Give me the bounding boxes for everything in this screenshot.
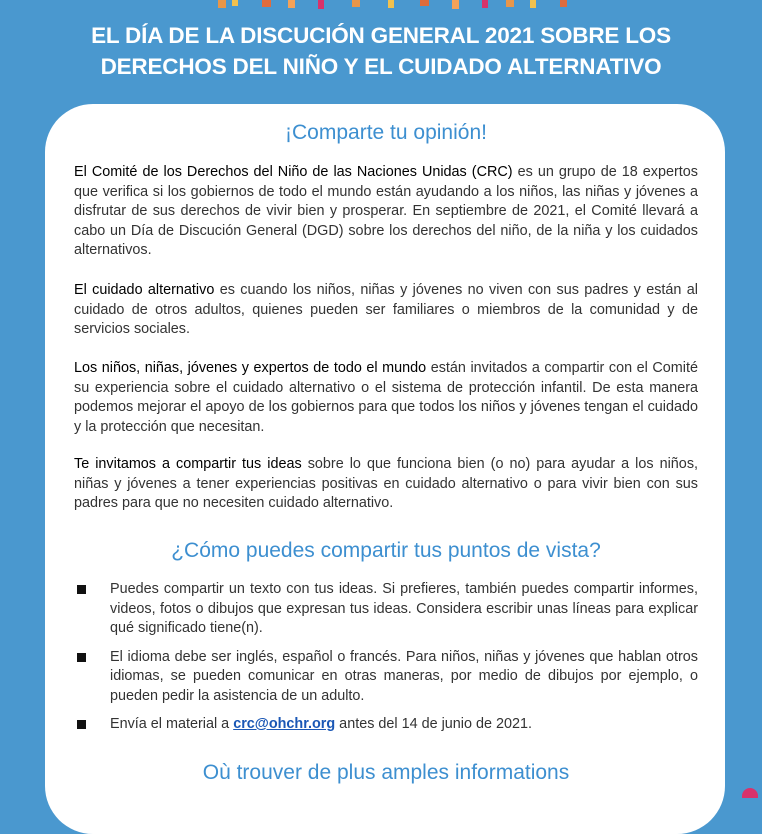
paragraph-text: es cuando los niños, niñas y jóvenes no viven con sus padres y están al cuidado de otros adultos, quienes pueden ser familiares o miembros de la comunidad y de servicios sociales. xyxy=(74,282,698,337)
share-opinion-heading: ¡Comparte tu opinión! xyxy=(285,121,487,144)
top-illustration-strip xyxy=(0,0,762,14)
how-to-share-heading: ¿Cómo puedes compartir tus puntos de vista? xyxy=(171,539,601,562)
list-item xyxy=(74,580,698,639)
title-line-2: DERECHOS DEL NIÑO Y EL CUIDADO ALTERNATIVO xyxy=(100,54,662,79)
paragraph-share-ideas xyxy=(74,455,698,514)
instructions-list xyxy=(74,580,698,744)
list-item xyxy=(74,715,698,735)
paragraph-text: están invitados a compartir con el Comité su experiencia sobre el cuidado alternativo o el sistema de protección infantil. De esta manera podemos mejorar el apoyo de los gobiernos para que todos los niños y jóvenes tengan el cuidado y la protección que necesitan. xyxy=(74,360,698,435)
square-bullet-icon xyxy=(77,585,86,594)
paragraph-invited xyxy=(74,359,698,437)
paragraph-lead: El Comité de los Derechos del Niño de las Naciones Unidas (CRC) xyxy=(74,164,513,180)
corner-decoration xyxy=(742,788,758,798)
square-bullet-icon xyxy=(77,653,86,662)
list-item xyxy=(74,648,698,707)
email-link[interactable]: crc@ohchr.org xyxy=(233,716,336,732)
paragraph-alternative-care xyxy=(74,281,698,340)
send-material-text: Envía el material a xyxy=(110,716,234,732)
paragraph-lead: Te invitamos a compartir tus ideas xyxy=(74,456,302,472)
square-bullet-icon xyxy=(77,720,86,729)
title-line-1: EL DÍA DE LA DISCUCIÓN GENERAL 2021 SOBRE LOS xyxy=(91,23,671,48)
paragraph-crc xyxy=(74,163,698,261)
paragraph-text: sobre lo que funciona bien (o no) para ayudar a los niños, niñas y jóvenes a tener experiencias positivas en cuidado alternativo o para vivir bien con sus padres para que no necesiten cuidado alternativo. xyxy=(74,456,699,511)
paragraph-lead: Los niños, niñas, jóvenes y expertos de todo el mundo xyxy=(74,360,427,376)
deadline-text: antes del 14 de junio de 2021. xyxy=(335,716,533,732)
list-item-text: El idioma debe ser inglés, español o francés. Para niños, niñas y jóvenes que hablan otros idiomas, se pueden comunicar en otras maneras, por medio de dibujos por ejemplo, o pueden pedir la asistencia de un adulto. xyxy=(110,648,698,704)
list-item-text: Puedes compartir un texto con tus ideas. Si prefieres, también puedes compartir informes, videos, fotos o dibujos que expresan tus ideas. Considera escribir unas líneas para explicar qué significado tiene(n). xyxy=(110,581,698,636)
page-title xyxy=(20,20,742,82)
more-info-heading: Où trouver de plus amples informations xyxy=(202,761,570,784)
paragraph-text: es un grupo de 18 expertos que verifica si los gobiernos de todo el mundo están ayudando a los niños, las niñas y jóvenes a disfrutar de sus derechos de vivir bien y prosperar. En septiembre de 2021, el Comité llevará a cabo un Día de Discución General (DGD) sobre los derechos del niño, de la niña y los cuidados alternativos. xyxy=(74,164,698,258)
content-card xyxy=(45,104,725,834)
paragraph-lead: El cuidado alternativo xyxy=(74,282,215,298)
